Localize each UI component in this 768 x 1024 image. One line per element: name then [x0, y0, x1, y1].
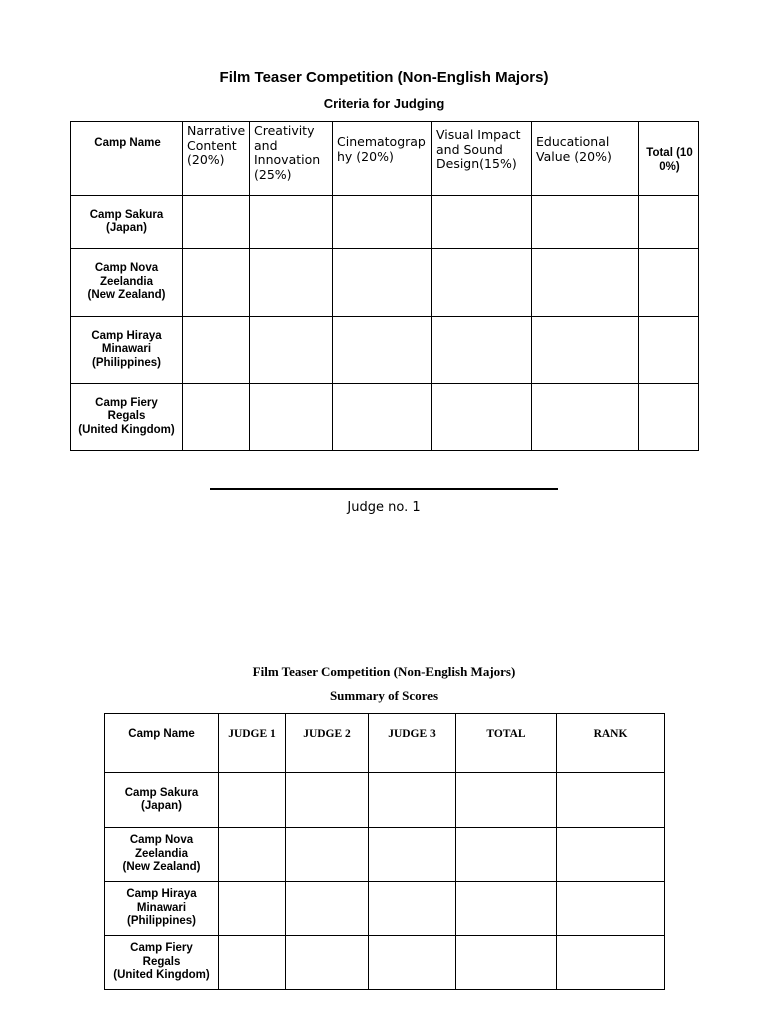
total-cell[interactable]: [456, 936, 557, 990]
header-narrative-content: Narrative Content (20%): [183, 122, 250, 196]
table-row: [71, 317, 699, 384]
header-judge-1: JUDGE 1: [219, 714, 286, 773]
score-cell[interactable]: [250, 249, 333, 317]
score-cell[interactable]: [333, 249, 432, 317]
score-cell[interactable]: [333, 196, 432, 249]
header-cinematography: Cinematography (20%): [333, 122, 432, 196]
score-cell[interactable]: [532, 384, 639, 451]
score-cell[interactable]: [532, 249, 639, 317]
total-cell[interactable]: [456, 882, 557, 936]
score-cell[interactable]: [369, 936, 456, 990]
rank-cell[interactable]: [557, 936, 665, 990]
score-cell[interactable]: [286, 828, 369, 882]
score-cell[interactable]: [183, 384, 250, 451]
table-row: [71, 196, 699, 249]
score-cell[interactable]: [250, 317, 333, 384]
table-row: [105, 828, 665, 882]
judge-label: Judge no. 1: [347, 500, 421, 515]
rank-cell[interactable]: [557, 828, 665, 882]
header-educational-value: Educational Value (20%): [532, 122, 639, 196]
camp-name-cell: Camp Sakura (Japan): [105, 773, 219, 828]
summary-table: [104, 713, 665, 990]
header-camp-name: Camp Name: [71, 122, 183, 196]
score-cell[interactable]: [286, 936, 369, 990]
header-total: Total (100%): [639, 122, 699, 196]
score-cell[interactable]: [183, 249, 250, 317]
score-cell[interactable]: [369, 828, 456, 882]
total-cell[interactable]: [639, 249, 699, 317]
score-cell[interactable]: [369, 882, 456, 936]
score-cell[interactable]: [333, 384, 432, 451]
score-cell[interactable]: [369, 773, 456, 828]
score-cell[interactable]: [532, 196, 639, 249]
camp-name-cell: Camp Nova Zeelandia (New Zealand): [105, 828, 219, 882]
header-rank: RANK: [557, 714, 665, 773]
table-row: [71, 249, 699, 317]
score-cell[interactable]: [219, 773, 286, 828]
score-cell[interactable]: [219, 882, 286, 936]
rank-cell[interactable]: [557, 882, 665, 936]
score-cell[interactable]: [432, 384, 532, 451]
score-cell[interactable]: [219, 828, 286, 882]
header-total: TOTAL: [456, 714, 557, 773]
score-cell[interactable]: [532, 317, 639, 384]
criteria-form-subtitle: Criteria for Judging: [323, 96, 445, 111]
header-visual-impact: Visual Impact and Sound Design(15%): [432, 122, 532, 196]
score-cell[interactable]: [286, 773, 369, 828]
rank-cell[interactable]: [557, 773, 665, 828]
total-cell[interactable]: [639, 317, 699, 384]
header-judge-3: JUDGE 3: [369, 714, 456, 773]
score-cell[interactable]: [183, 317, 250, 384]
score-cell[interactable]: [333, 317, 432, 384]
score-cell[interactable]: [183, 196, 250, 249]
camp-name-cell: Camp Nova Zeelandia (New Zealand): [71, 249, 183, 317]
camp-name-cell: Camp Fiery Regals (United Kingdom): [71, 384, 183, 451]
score-cell[interactable]: [432, 317, 532, 384]
signature-line: [210, 488, 558, 490]
table-row: [105, 773, 665, 828]
total-cell[interactable]: [639, 196, 699, 249]
summary-form-title: Film Teaser Competition (Non-English Majors): [252, 664, 516, 679]
camp-name-cell: Camp Fiery Regals (United Kingdom): [105, 936, 219, 990]
header-creativity-innovation: Creativity and Innovation (25%): [250, 122, 333, 196]
header-judge-2: JUDGE 2: [286, 714, 369, 773]
header-camp-name: Camp Name: [105, 714, 219, 773]
camp-name-cell: Camp Hiraya Minawari (Philippines): [71, 317, 183, 384]
total-cell[interactable]: [456, 773, 557, 828]
summary-form-subtitle: Summary of Scores: [329, 688, 439, 703]
score-cell[interactable]: [432, 196, 532, 249]
score-cell[interactable]: [250, 196, 333, 249]
score-cell[interactable]: [250, 384, 333, 451]
table-row: [105, 882, 665, 936]
camp-name-cell: Camp Hiraya Minawari (Philippines): [105, 882, 219, 936]
total-cell[interactable]: [456, 828, 557, 882]
criteria-form-title: Film Teaser Competition (Non-English Majors): [219, 69, 549, 86]
score-cell[interactable]: [286, 882, 369, 936]
total-cell[interactable]: [639, 384, 699, 451]
score-cell[interactable]: [219, 936, 286, 990]
score-cell[interactable]: [432, 249, 532, 317]
table-row: [71, 384, 699, 451]
table-row: [105, 936, 665, 990]
camp-name-cell: Camp Sakura (Japan): [71, 196, 183, 249]
criteria-table: [70, 121, 699, 451]
